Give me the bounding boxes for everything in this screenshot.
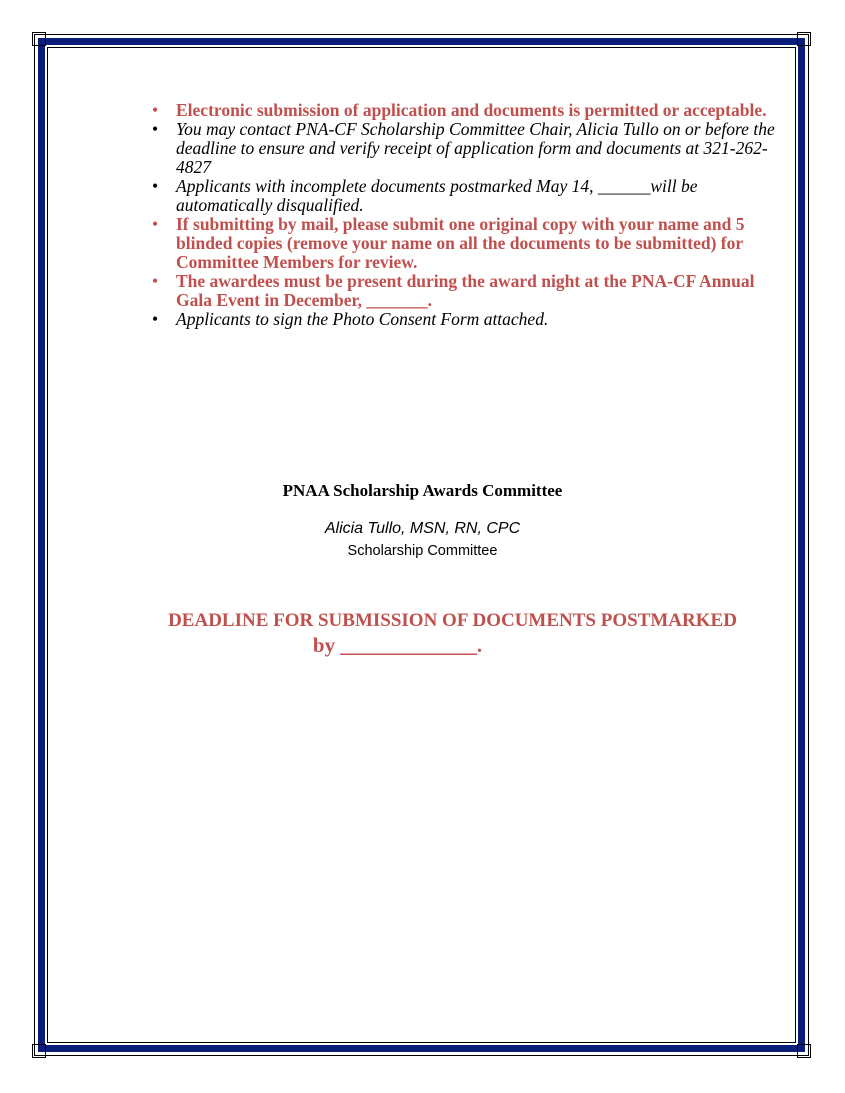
- instructions-section: [150, 101, 775, 329]
- committee-role: Scholarship Committee: [347, 543, 498, 559]
- bullet-mail-submission: [150, 215, 775, 272]
- bullet-text: If submitting by mail, please submit one original copy with your name and 5 blinded copies (remove your name on all the documents to be submitted) for Committee Members for review.: [176, 214, 745, 272]
- bullet-awardees-present: [150, 272, 775, 310]
- bullet-photo-consent: [150, 310, 775, 329]
- bullet-icon: •: [152, 176, 159, 196]
- bullet-text: You may contact PNA-CF Scholarship Committee Chair, Alicia Tullo on or before the deadline to ensure and verify receipt of application form and documents at 321-262-4827: [176, 119, 775, 177]
- bullet-text: Applicants to sign the Photo Consent Form attached.: [176, 309, 549, 329]
- committee-title: PNAA Scholarship Awards Committee: [282, 481, 563, 500]
- bullet-text: The awardees must be present during the award night at the PNA-CF Annual Gala Event in December, _______.: [176, 271, 755, 310]
- bullet-incomplete-documents: [150, 177, 775, 215]
- committee-chair-name: Alicia Tullo, MSN, RN, CPC: [324, 520, 521, 537]
- border-corner-bottom-left: [32, 1044, 46, 1058]
- bullet-text: Applicants with incomplete documents postmarked May 14, ______will be automatically disqualified.: [176, 176, 698, 215]
- bullet-text: Electronic submission of application and documents is permitted or acceptable.: [176, 100, 767, 120]
- bullet-icon: •: [152, 271, 159, 291]
- border-corner-top-left: [32, 32, 46, 46]
- instructions-list: [150, 101, 775, 329]
- border-corner-bottom-right: [797, 1044, 811, 1058]
- bullet-icon: •: [152, 100, 159, 120]
- deadline-heading: DEADLINE FOR SUBMISSION OF DOCUMENTS POSTMARKED: [168, 610, 737, 631]
- deadline-date-line: by _____________.: [312, 633, 483, 657]
- bullet-icon: •: [152, 214, 159, 234]
- bullet-icon: •: [152, 119, 159, 139]
- bullet-contact-chair: [150, 120, 775, 177]
- border-corner-top-right: [797, 32, 811, 46]
- bullet-electronic-submission: [150, 101, 775, 120]
- bullet-icon: •: [152, 309, 159, 329]
